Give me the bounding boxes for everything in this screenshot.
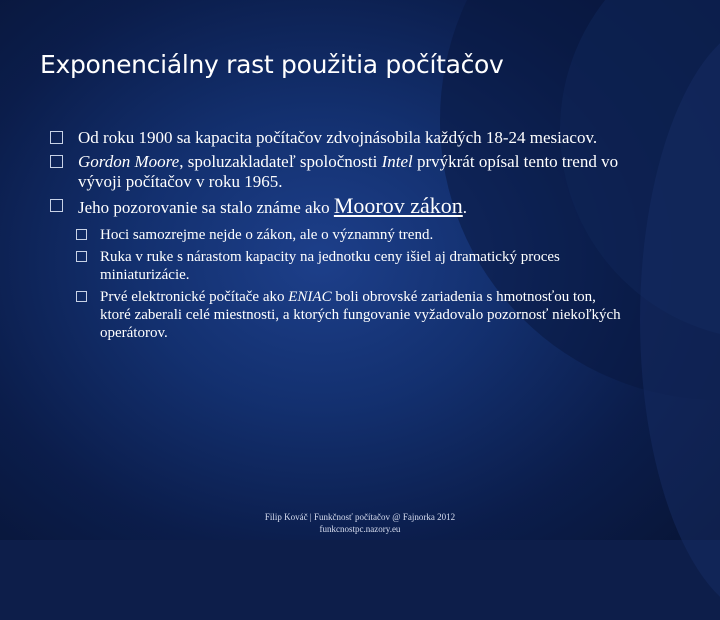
square-bullet-icon — [76, 229, 87, 240]
bullet-text: Jeho pozorovanie sa stalo známe ako — [78, 198, 334, 217]
bullet-item — [50, 152, 630, 192]
person-name: Gordon Moore — [78, 152, 180, 171]
square-bullet-icon — [50, 131, 63, 144]
bullet-item — [50, 128, 630, 148]
company-name: Intel — [381, 152, 413, 171]
slide-footer — [0, 511, 720, 535]
square-bullet-icon — [50, 155, 63, 168]
moore-law-link[interactable]: Moorov zákon — [333, 193, 463, 218]
bullet-text: . — [462, 198, 468, 217]
sub-bullet-item — [76, 288, 630, 342]
sub-bullet-text: Hoci samozrejme nejde o zákon, ale o významný trend. — [100, 227, 434, 243]
bullet-item — [50, 193, 630, 218]
sub-bullet-list — [76, 226, 630, 342]
sub-bullet-item — [76, 226, 630, 244]
sub-bullet-text: Ruka v ruke s nárastom kapacity na jednotku ceny išiel aj dramatický proces miniaturizácie. — [100, 249, 560, 283]
computer-name: ENIAC — [288, 289, 332, 305]
square-bullet-icon — [76, 291, 87, 302]
sub-bullet-text: Prvé elektronické počítače ako — [100, 289, 289, 305]
slide-content — [50, 128, 630, 346]
sub-bullet-text: boli obrovské zariadenia s hmotnosťou ton, ktoré zaberali celé miestnosti, a ktorých fungovanie vyžadovalo pozornosť niekoľkých operátorov. — [100, 289, 621, 341]
bullet-text: , spoluzakladateľ spoločnosti — [179, 152, 382, 171]
bullet-text: Od roku 1900 sa kapacita počítačov zdvojnásobila každých 18-24 mesiacov. — [78, 128, 598, 147]
sub-bullet-item — [76, 248, 630, 284]
square-bullet-icon — [76, 251, 87, 262]
bullet-text: prvýkrát opísal tento trend vo vývoji počítačov v roku 1965. — [78, 152, 619, 191]
footer-line: Filip Kováč | Funkčnosť počítačov @ Fajnorka 2012 — [264, 512, 456, 522]
footer-url: funkcnostpc.nazory.eu — [319, 524, 401, 534]
slide-title: Exponenciálny rast použitia počítačov — [40, 50, 504, 79]
square-bullet-icon — [50, 199, 63, 212]
